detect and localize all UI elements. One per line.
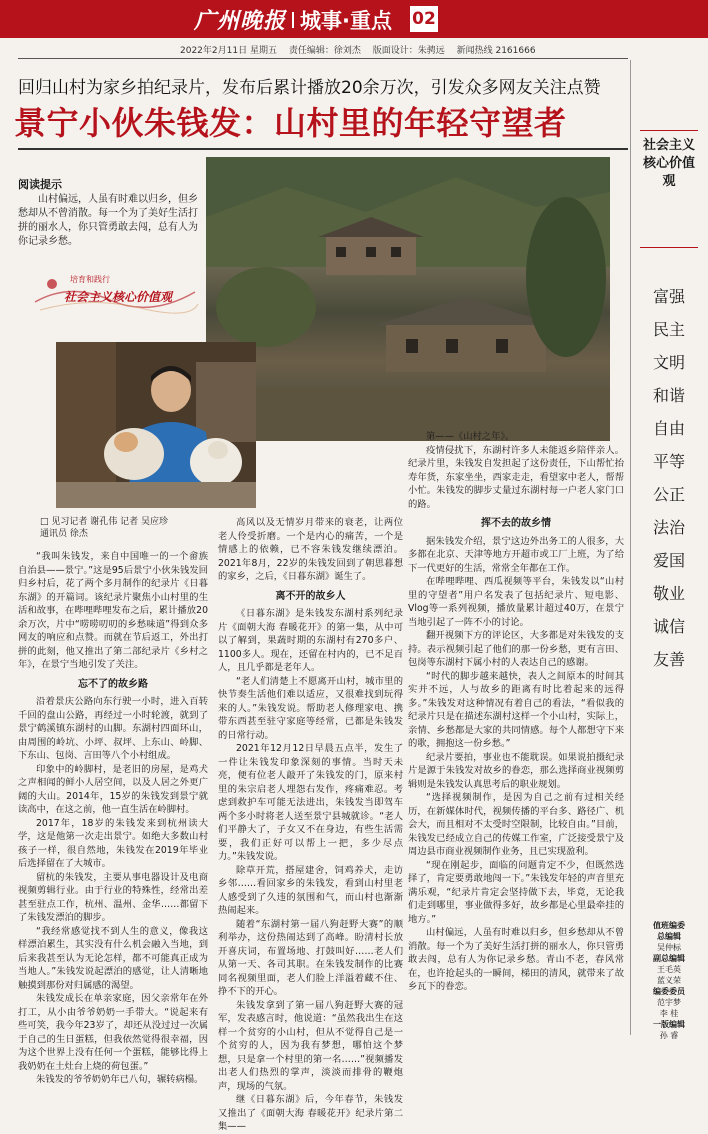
article-headline: 景宁小伙朱钱发：山村里的年轻守望者	[14, 104, 567, 142]
byline: □ 见习记者 谢孔伟 记者 吴应珍 通讯员 徐杰	[40, 517, 168, 539]
editor-role: 编委委员	[653, 987, 685, 996]
issue-date: 2022年2月11日 星期五	[180, 46, 277, 56]
core-value-item: 爱国	[652, 551, 685, 570]
editor-role: 一版编辑	[653, 1020, 685, 1029]
paragraph: 山村偏远，人虽有时难以归乡，但乡愁却从不曾消散。每一个为了美好生活打拼的丽水人，你只管勇敢去闯，总有人为你记录乡愁。青山不老，春风常在，也许抢起头的一瞬间，梯田的清风，就带来了故乡瓦下的眷恋。	[408, 927, 624, 992]
editor-name: 王毛英	[657, 965, 681, 974]
paragraph: “老人们清楚上不愿离开山村，城市里的快节奏生活他们难以适应，又很难找到玩得来的人。”朱钱发说。帮助老人修理家电、携带东西甚至驻守家庭等经常，已都是朱钱发的日常行动。	[218, 675, 403, 741]
header-rule	[18, 58, 628, 59]
intro-text: 山村偏远，人虽有时难以归乡，但乡愁却从不曾消散。每一个为了美好生活打拼的丽水人，你只管勇敢去闯，总有人为你记录乡愁。	[18, 194, 198, 247]
values-list	[640, 280, 698, 676]
editor-role: 总编辑	[657, 932, 681, 941]
paragraph: 继《日暮东湖》后，今年春节，朱钱发又推出了《面朝大海 春暖花开》纪录片第二集——	[218, 1094, 403, 1132]
core-value-item: 平等	[652, 452, 685, 471]
editor-role: 值班编委	[653, 921, 685, 930]
page-number-badge: 02	[410, 6, 438, 32]
section-divider	[292, 12, 294, 28]
editor-role: 副总编辑	[653, 954, 685, 963]
paragraph: 2017年，18岁的朱钱发来到杭州读大学，这是他第一次走出景宁。如绝大多数山村孩子一样，很自然地，朱钱发在2019年毕业后选择留在了大城市。	[18, 817, 208, 869]
paragraph: 疫情侵扰下，东湖村许多人未能返乡陪伴亲人。纪录片里，朱钱发自发担起了这份责任，下山帮忙抬寿年货，东家坐坐，西家走走，看望家中老人，帮帮小忙。朱钱发的脚步丈量过东湖村每一户老人家门口的路。	[408, 444, 624, 510]
paragraph: 2021年12月12日早晨五点半，发生了一件让朱钱发印象深刻的事情。当时天未亮，便有位老人敲开了朱钱发的门，原来村里的朱宗启老人埋怨右发作，疼痛难忍。考虑到救护车可能无法进出，朱钱发当即驾车两个多小时将老人送至景宁县城就诊。“老人们平静大了，子女又不在身边，有些生活需要，我们正好可以帮上一把，多少尽点力。”朱钱发说。	[218, 743, 403, 862]
core-value-item: 诚信	[652, 617, 685, 636]
core-value-item: 文明	[652, 353, 685, 372]
slogan-line-1: 培育和践行	[70, 275, 110, 284]
section-title: 城事·重点	[300, 9, 392, 33]
paragraph: 朱钱发拿到了第一届八狗赶野大赛的冠军，发表感言时，他说道：“虽然我出生在这样一个贫穷的小山村，但从不觉得自己是一个贫穷的人，因为我有梦想，哪怕这个梦想，只是拿一个村里的第一名……”视频播发出老人们热烈的掌声，淡淡而排骨的鞭炮声，现场的气氛。	[218, 999, 403, 1092]
portrait-with-dogs-illustration	[56, 342, 256, 508]
editor-name: 蓝义荣	[657, 976, 681, 985]
editor-name: 李 桂	[659, 1009, 679, 1018]
intro-title: 阅读提示	[18, 178, 62, 191]
portrait-photo	[56, 342, 256, 508]
paragraph: 随着“东湖村第一届八狗赶野大赛”的顺利举办，这份热闹达到了高峰。盼清村长放开喜庆词，布置场地、打鼓叫好……老人们从第一天、各司其职。在朱钱发制作的比赛同名视频里面，老人们脸上洋溢着藏不住、挣不下的开心。	[218, 918, 403, 997]
values-title-box	[640, 130, 698, 248]
paragraph: 除草开荒，搭屋建舍，饲鸡养犬，走访乡邻……看回家乡的朱钱发，看到山村里老人感受到了久违的氛围和气，而山村也渐渐热闹起来。	[218, 864, 403, 916]
core-value-item: 友善	[652, 650, 685, 669]
slogan-line-2: 社会主义核心价值观	[64, 290, 173, 304]
article-column-3	[408, 430, 624, 1040]
paragraph: “我经常感觉找不到人生的意义，像我这样漂泊累生，其实没有什么机会融入当地，到后来我甚至认为无论怎样，都不可能真正成为当地人。”朱钱发说起漂泊的感觉，让人清晰地触摸到那份对归属感的渴望。	[18, 925, 208, 991]
paragraph: 留杭的朱钱发，主要从事电器设计及电商视频剪辑行业。由于行业的特殊性，经常出差甚至驻点工作，杭州、温州、金华……都留下了朱钱发漂泊的脚步。	[18, 871, 208, 923]
subheading: 忘不了的故乡路	[78, 678, 148, 690]
editor-name: 范宇梦	[657, 998, 681, 1007]
paragraph: 高风以及无情岁月带来的衰老，让两位老人伶受折磨。一个是内心的痛苦，一个是情感上的依赖，已不容朱钱发继续漂泊。2021年8月，22岁的朱钱发回到了朝思暮想的家乡，之后，《日暮东湖》诞生了。	[218, 517, 403, 582]
editor-credits	[640, 920, 698, 1041]
paragraph: “时代的脚步越来越快，表人之间原本的时间其实并不远，人与故乡的距离有时比着起来的远得多。”朱钱发对这种情况有着自己的看法，“看似我的纪录片只是在描述东湖村这样一个小山村，实际上，亲情、乡愁都是大家的共同情感。每个人都想守下来的歌，拥抱这一份乡愁。”	[408, 670, 624, 749]
editor-name: 吴仲标	[657, 943, 681, 952]
paragraph: 印象中的岭脚村，是老旧的房屋，是鸡犬之声相闻的鲜小人居空间，以及人居之外更广阔的大山。2014年，15岁的朱钱发到景宁就读高中，在这之前，他一直生活在岭脚村。	[18, 763, 208, 815]
article-column-1	[18, 550, 208, 1085]
dateline	[180, 43, 650, 56]
headline-rule	[18, 148, 628, 150]
masthead-bar	[0, 0, 708, 38]
values-title: 社会主义核心价值观	[642, 138, 695, 189]
paragraph: 在哔哩哔哩、西瓜视频等平台，朱钱发以“山村里的守望者”用户名发表了包括纪录片、短电影、Vlog等一系列视频，播放量累计超过40万，在景宁当地引起了一阵不小的讨论。	[408, 576, 624, 628]
paragraph: 朱钱发成长在单亲家庭，因父亲常年在外打工，从小由爷爷奶奶一手带大。“说起来有些可笑，我今年23岁了，却还从没过过一次属于自己的生日蛋糕，但我依然觉得很幸福，因为这个世界上没有任何一个蛋糕，能够比得上我奶奶在土灶台上烧的荷包蛋。”	[18, 993, 208, 1072]
core-value-item: 民主	[652, 320, 685, 339]
paragraph: 沿着景庆公路向东行驶一小时，进入百转千回的盘山公路，再经过一小时轮渡，就到了景宁鹤溪镇东湖村的山脚。东湖村四面环山，由周围的岭坑、小坪、叔坪、上东山、岭脚、下东山、包岗、言田等八个小村组成。	[18, 696, 208, 761]
paragraph: 第——《山村之年》。	[426, 431, 515, 442]
core-value-item: 公正	[652, 485, 685, 504]
news-hotline: 新闻热线 2161666	[456, 46, 536, 56]
responsible-editor: 责任编辑：徐刘杰	[288, 46, 361, 56]
village-photo-illustration	[206, 157, 610, 441]
paragraph: “我叫朱钱发，来自中国唯一的一个畲族自治县——景宁。”这是95后景宁小伙朱钱发回归乡村后，花了两个多月制作的纪录片《日暮东湖》的开篇词。该纪录片聚焦小山村里的生活和故事，在哔哩哔哩发布之后，累计播放20余万次，片中“唠唠叨叨的乡愁味道”得到众多网友的响应和点赞。而就在节后返工，外出打拼的此刻，他又推出了第二部纪录片《乡村之年》，在景宁当地引发了关注。	[18, 551, 208, 670]
article-kicker: 回归山村为家乡拍纪录片，发布后累计播放20余万次，引发众多网友关注点赞	[18, 78, 601, 98]
core-value-item: 自由	[652, 419, 685, 438]
article-column-2	[218, 516, 403, 1132]
paragraph: 《日暮东湖》是朱钱发东湖村系列纪录片《面朝大海 春暖花开》的第一集，从中可以了解到，果蔬时期的东湖村有270多户、1100多人。现在，还留在村内的，已不足百人，且几乎都是老年人。	[218, 608, 403, 673]
paragraph: 纪录片要拍，事业也不能耽误。如果说拍摄纪录片是源于朱钱发对故乡的眷恋，那么选择商业视频剪辑则是朱钱发认真思考后的职业规划。	[408, 751, 624, 790]
core-value-item: 富强	[652, 287, 685, 306]
slogan-badge	[30, 262, 200, 322]
editor-name: 孙 睿	[659, 1031, 679, 1040]
subheading: 挥不去的故乡情	[481, 518, 551, 529]
village-photo	[206, 157, 610, 441]
layout-designer: 版面设计：朱骋远	[372, 46, 445, 56]
paragraph: 据朱钱发介绍，景宁这边外出务工的人很多，大多都在北京、天津等地方开超市或工厂上班，为了给下一代更好的生活，常常全年都在工作。	[408, 535, 624, 574]
paragraph: 朱钱发的爷爷奶奶年已八旬，辗转病榻。	[36, 1074, 204, 1085]
paragraph: “选择视频制作，是因为自己之前有过相关经历，在新媒体时代，视频传播的平台多、路径广、机会大，而且相对不太受时空限制，比较自由。”目前，朱钱发已经成立自己的传媒工作室，广泛接受景宁及周边县市商业视频制作业务，且已实现盈利。	[408, 792, 624, 857]
core-value-item: 和谐	[652, 386, 685, 405]
newspaper-logo-icon: 广州晚报	[194, 8, 287, 34]
paragraph: “现在刚起步，面临的问题肯定不少，但既然选择了，肯定要勇敢地闯一下。”朱钱发年轻的声音里充满乐观，“纪录片肯定会坚持做下去，毕竟，无论我们走到哪里，事业做得多好，故乡都是心里最牵挂的地方。”	[408, 859, 624, 925]
subheading: 离不开的故乡人	[275, 590, 346, 602]
column-divider	[630, 60, 631, 1035]
paragraph: 翻开视频下方的评论区，大多都是对朱钱发的支持。表示视频引起了他们的那一份乡愁，更有言田、包岗等东湖村下属小村的人表达自己的感谢。	[408, 630, 624, 668]
core-value-item: 法治	[652, 518, 685, 537]
core-value-item: 敬业	[652, 584, 685, 603]
